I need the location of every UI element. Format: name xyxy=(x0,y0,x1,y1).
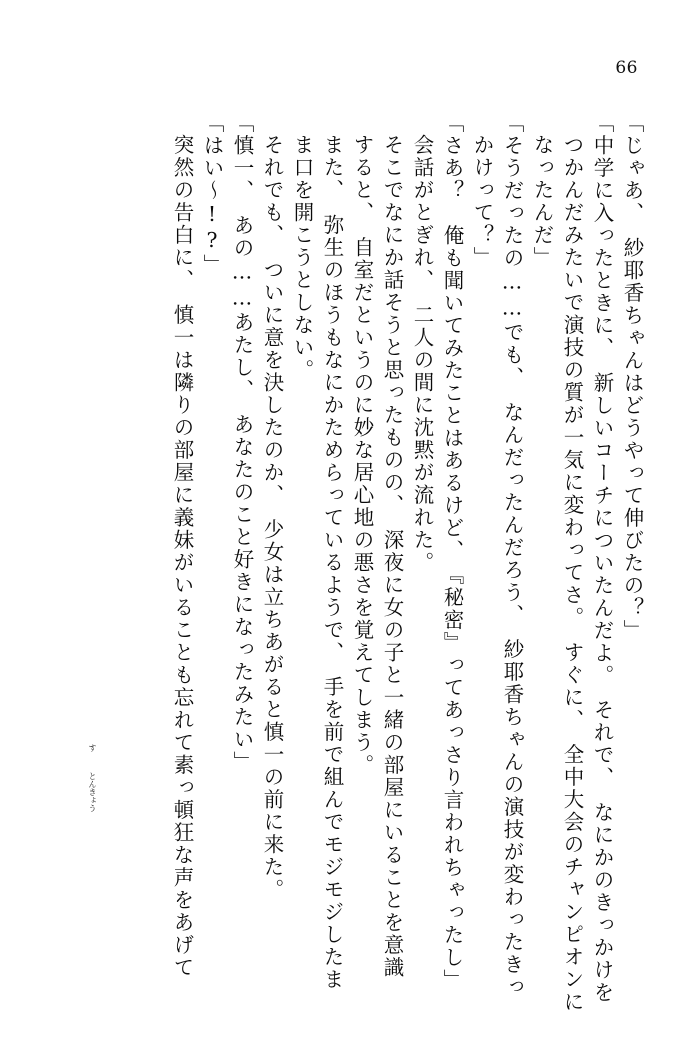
ruby-annotation: とんきょう xyxy=(88,772,97,812)
text-line: なったんだ」 xyxy=(530,134,554,269)
text-line: そこでなにか話そうと思ったものの、 深夜に女の子と一緒の部屋にいることを意識 xyxy=(380,134,404,979)
text-line: それでも、 ついに意を決したのか、 少女は立ちあがると慎一の前に来た。 xyxy=(260,134,284,901)
text-line: また、 弥生のほうもなにかためらっているようで、 手を前で組んでモジモジしたま xyxy=(320,134,344,991)
text-line: つかんだみたいで演技の質が一気に変わってさ。 すぐに、 全中大会のチャンピオンに xyxy=(560,134,584,1014)
text-line: 「慎一、 あの……あたし、 あなたのこと好きになったみたい」 xyxy=(230,112,254,774)
text-line: 「そうだったの……でも、 なんだったんだろう、 紗耶香ちゃんの演技が変わったきっ xyxy=(500,112,524,999)
text-line: かけって？」 xyxy=(470,134,494,269)
text-line: ま口を開こうとしない。 xyxy=(290,134,314,382)
text-line: 「中学に入ったときに、 新しいコーチについたんだよ。 それで、 なにかのきっかけを xyxy=(590,112,614,1004)
text-line: 突然の告白に、 慎一は隣りの部屋に義妹がいることも忘れて素っ頓狂な声をあげて xyxy=(170,134,194,979)
text-line: 「じゃあ、 紗耶香ちゃんはどうやって伸びたの？」 xyxy=(620,112,644,642)
text-line: 「さあ？ 俺も聞いてみたことはあるけど、 『秘密』ってあっさり言われちゃったし」 xyxy=(440,112,464,992)
page-text-body xyxy=(52,112,644,1014)
text-line: 「はい～!?」 xyxy=(200,112,224,277)
text-line: 会話がとぎれ、 二人の間に沈黙が流れた。 xyxy=(410,134,434,574)
text-line: すると、 自室だというのに妙な居心地の悪さを覚えてしまう。 xyxy=(350,134,374,777)
ruby-annotation: す xyxy=(88,744,97,752)
page-number: 66 xyxy=(615,58,638,78)
